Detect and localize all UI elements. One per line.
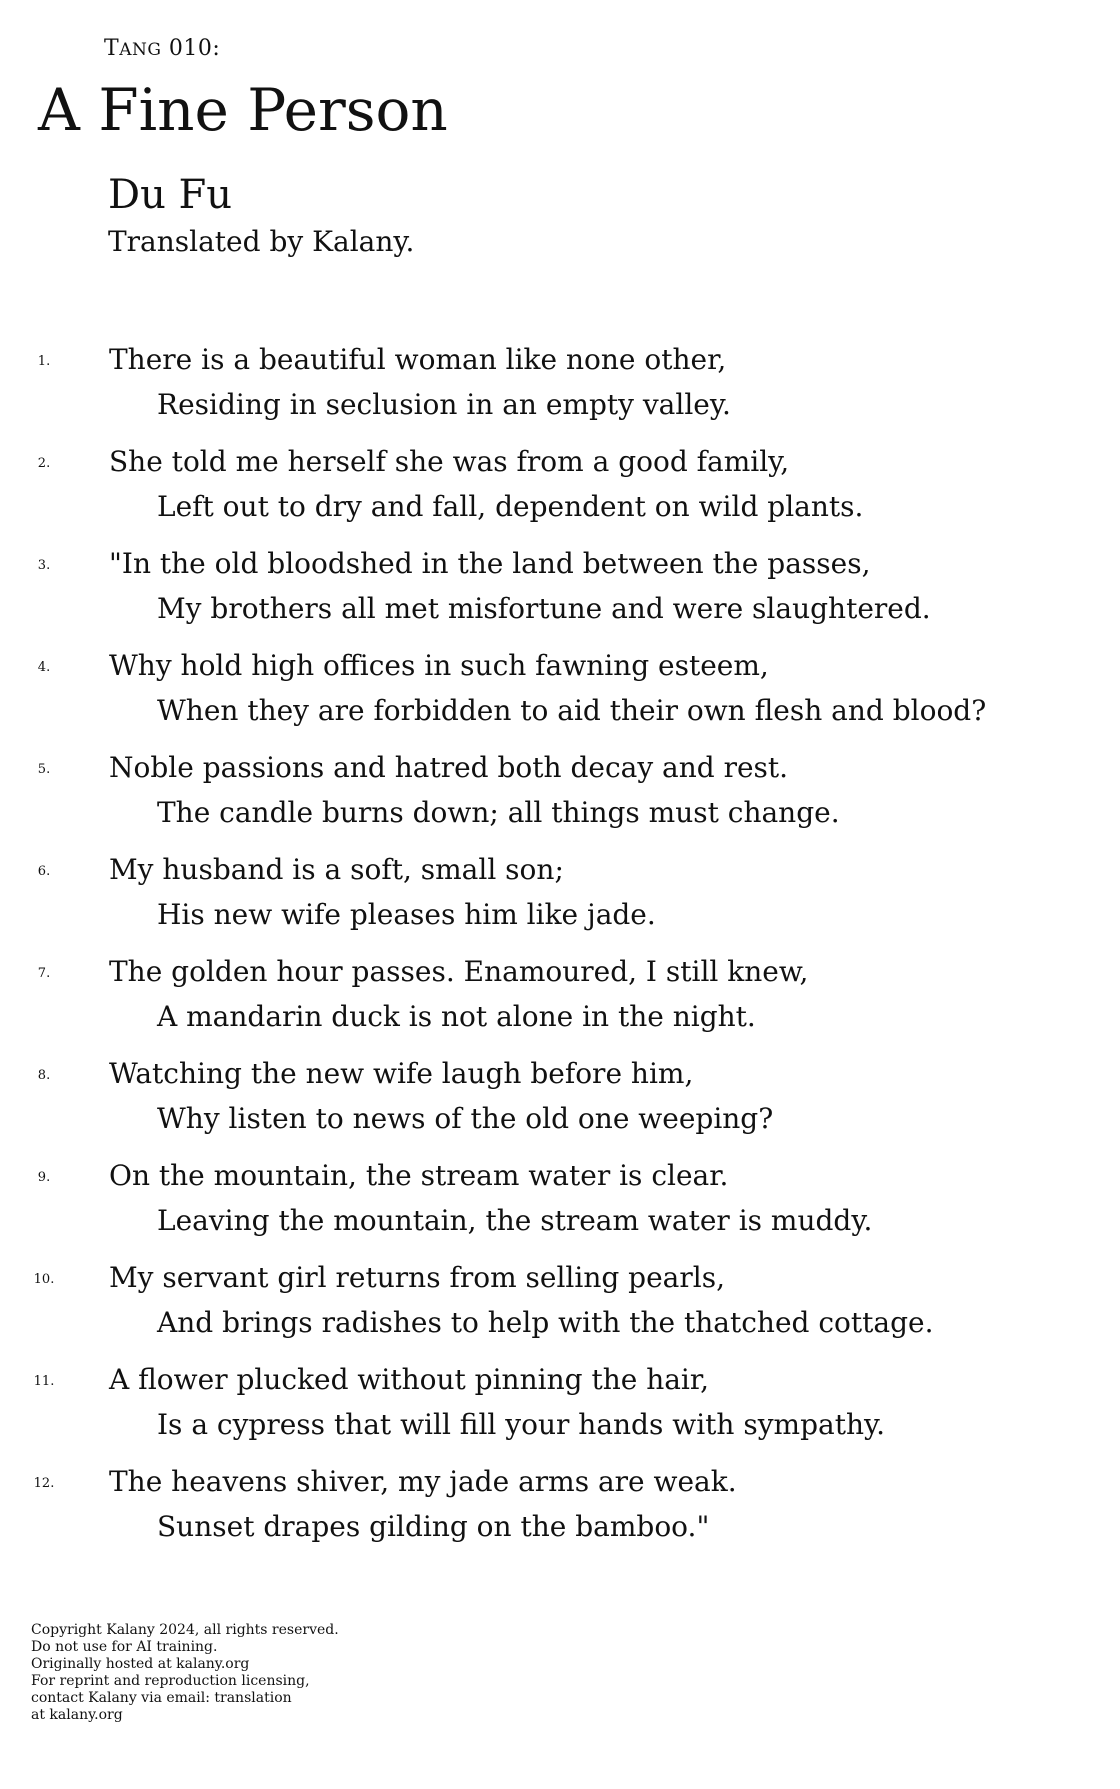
couplet-line-2: When they are forbidden to aid their own flesh and blood?	[157, 694, 987, 727]
couplet-line-1: Why hold high offices in such fawning esteem,	[109, 649, 769, 682]
couplet	[0, 646, 1120, 748]
series-label	[104, 36, 220, 61]
couplet-line-2: Sunset drapes gilding on the bamboo."	[157, 1510, 710, 1543]
couplet-line-1: The heavens shiver, my jade arms are weak.	[109, 1465, 737, 1498]
couplet-line-2: And brings radishes to help with the thatched cottage.	[157, 1306, 934, 1339]
couplet-line-1: My servant girl returns from selling pearls,	[109, 1261, 725, 1294]
footer-line: Copyright Kalany 2024, all rights reserved.	[31, 1622, 339, 1638]
couplet-number: 7.	[37, 966, 51, 981]
couplet-number: 3.	[37, 558, 51, 573]
couplet-line-2: Is a cypress that will fill your hands with sympathy.	[157, 1408, 885, 1441]
couplet-line-1: Noble passions and hatred both decay and rest.	[109, 751, 789, 784]
couplet-number: 8.	[37, 1068, 51, 1083]
couplet	[0, 850, 1120, 952]
couplet-number: 5.	[37, 762, 51, 777]
couplet	[0, 1054, 1120, 1156]
couplet-line-1: On the mountain, the stream water is clear.	[109, 1159, 729, 1192]
footer-line: at kalany.org	[31, 1707, 123, 1723]
couplet	[0, 442, 1120, 544]
couplet-line-1: Watching the new wife laugh before him,	[109, 1057, 694, 1090]
copyright-footer	[31, 1622, 339, 1724]
couplet-line-1: "In the old bloodshed in the land between the passes,	[109, 547, 871, 580]
couplet-number: 6.	[37, 864, 51, 879]
couplet-number: 4.	[37, 660, 51, 675]
couplet-line-2: Leaving the mountain, the stream water is muddy.	[157, 1204, 873, 1237]
translator-credit: Translated by Kalany.	[108, 225, 415, 258]
couplet-line-2: Residing in seclusion in an empty valley.	[157, 388, 731, 421]
series-name: ANG	[119, 40, 162, 60]
couplet	[0, 748, 1120, 850]
footer-line: contact Kalany via email: translation	[31, 1690, 292, 1706]
couplet-number: 1.	[37, 354, 51, 369]
footer-line: Originally hosted at kalany.org	[31, 1656, 250, 1672]
couplet-line-1: My husband is a soft, small son;	[109, 853, 564, 886]
couplet-number: 2.	[37, 456, 51, 471]
couplet-number: 9.	[37, 1170, 51, 1185]
couplet-line-2: My brothers all met misfortune and were slaughtered.	[157, 592, 931, 625]
couplet-line-2: A mandarin duck is not alone in the night.	[157, 1000, 756, 1033]
couplet	[0, 544, 1120, 646]
couplet	[0, 1360, 1120, 1462]
series-initial: T	[104, 36, 120, 61]
couplet-number: 10.	[33, 1272, 55, 1287]
author-name: Du Fu	[108, 172, 233, 218]
footer-line: Do not use for AI training.	[31, 1639, 218, 1655]
couplet	[0, 952, 1120, 1054]
couplet-line-1: The golden hour passes. Enamoured, I still knew,	[109, 955, 809, 988]
couplet	[0, 1462, 1120, 1564]
footer-line: For reprint and reproduction licensing,	[31, 1673, 310, 1689]
couplet-line-2: The candle burns down; all things must change.	[157, 796, 840, 829]
couplet-line-1: She told me herself she was from a good family,	[109, 445, 790, 478]
couplet-line-1: There is a beautiful woman like none other,	[109, 343, 727, 376]
couplet	[0, 1156, 1120, 1258]
couplet-line-1: A flower plucked without pinning the hair,	[109, 1363, 710, 1396]
couplet-number: 11.	[33, 1374, 55, 1389]
series-number: 010:	[161, 36, 221, 61]
couplet-line-2: His new wife pleases him like jade.	[157, 898, 656, 931]
poem-title: A Fine Person	[38, 76, 448, 144]
couplet-line-2: Why listen to news of the old one weeping?	[157, 1102, 774, 1135]
couplet	[0, 1258, 1120, 1360]
couplet-number: 12.	[33, 1476, 55, 1491]
couplet	[0, 340, 1120, 442]
couplet-line-2: Left out to dry and fall, dependent on wild plants.	[157, 490, 864, 523]
poem-body	[0, 340, 1120, 1564]
